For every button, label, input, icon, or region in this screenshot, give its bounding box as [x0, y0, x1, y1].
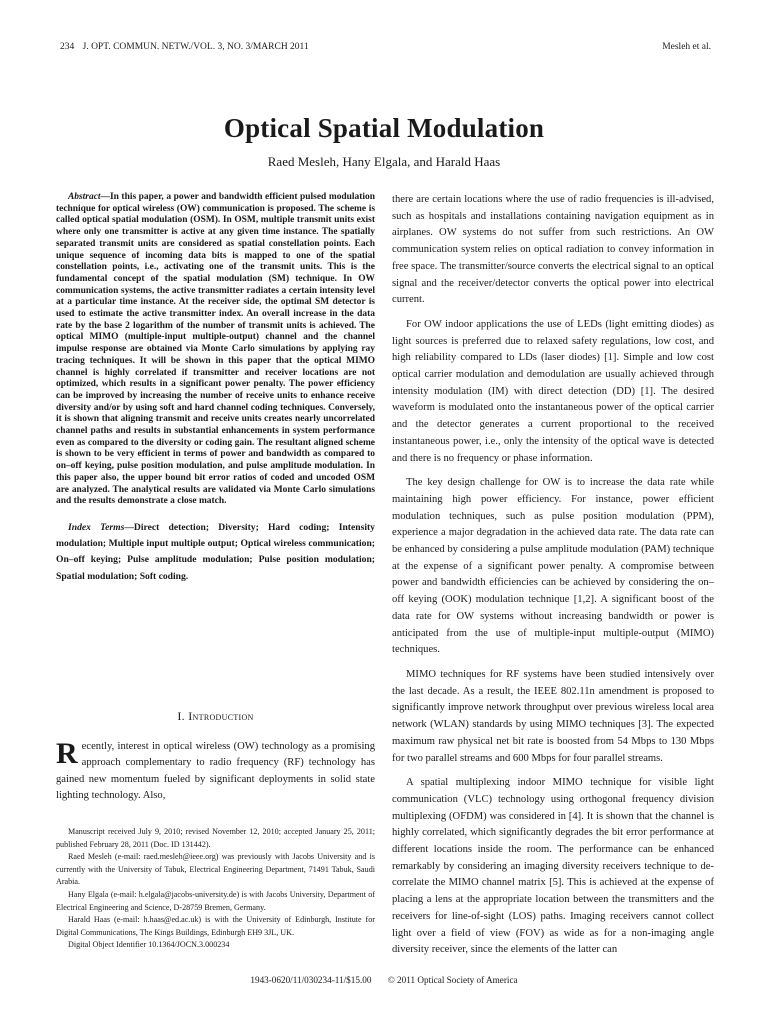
- header-authors: [662, 42, 711, 52]
- section-number: I.: [177, 709, 185, 723]
- running-header: [60, 42, 711, 56]
- footnotes: [56, 826, 375, 952]
- paragraph: there are certain locations where the use of radio frequencies is ill-advised, such as hospitals and installations containing navigation equipment as in airplanes. OW systems do not suffer from such restrictions. An OW communication system relies on optical radiation to convey information in free space. The transmitter/source converts the electrical signal to an optical signal and the receiver/detector converts the optical power into electrical current.: [392, 194, 714, 306]
- copyright: © 2011 Optical Society of America: [387, 975, 518, 985]
- abstract-label: Abstract: [68, 192, 101, 202]
- paper-authors: Raed Mesleh, Hany Elgala, and Harald Haas: [267, 154, 501, 169]
- page-number: 234: [60, 42, 75, 52]
- paragraph: For OW indoor applications the use of LEDs (light emitting diodes) as light sources is preferred due to relaxed safety regulations, low cost, and high reliability compared to LDs (laser diodes) [1]. Simple and low cost optical carrier modulation and demodulation are usually achieved through intensity modulation (IM) with direct detection (DD) [1]. The desired waveform is modulated onto the instantaneous power of the optical carrier and the detector generates a current proportional to the received instantaneous power, i.e., only the intensity of the optical wave is detected and there is no frequency or phase information.: [392, 318, 714, 464]
- header-left: [60, 42, 309, 52]
- abstract: [56, 192, 375, 508]
- index-terms-text: Direct detection; Diversity; Hard coding; Intensity modulation; Multiple input multiple output; Optical wireless communication; On–off keying; Pulse amplitude modulation; Pulse position modulation; Spatial modulation; Soft coding.: [56, 521, 375, 582]
- intro-paragraph: [56, 739, 375, 805]
- footnote-author-1: Raed Mesleh (e-mail: raed.meslеh@ieee.org) was previously with Jacobs University and is currently with the University of Tabuk, Electrical Engineering Department, 71491 Tabuk, Saudi Arabia.: [56, 852, 375, 887]
- paragraph: A spatial multiplexing indoor MIMO technique for visible light communication (VLC) technology using orthogonal frequency division multiplexing (OFDM) was considered in [4]. It is shown that the channel is highly correlated, which significantly degrades the bit error performance at different locations inside the room. The performance can be enhanced remarkably by considering an imaging diversity receivers technique to de-correlate the MIMO channel matrix [5]. This is achieved at the expense of placing a lens at the appropriate location between the transmitters and the receivers for line-of-sight (LOS) paths. Imaging receivers cannot collect light over a field of view (FOV) as wide as for a non-imaging angle diversity receiver, since the elements of the latter can: [392, 777, 714, 956]
- abstract-dash: —: [100, 192, 110, 202]
- index-terms-label: Index Terms: [68, 521, 125, 533]
- authors-short: Mesleh et al.: [662, 42, 711, 52]
- footnote-author-2: Hany Elgala (e-mail: h.elgala@jacobs-university.de) is with Jacobs University, Department of Electrical Engineering and Science, D-28759 Bremen, Germany.: [56, 889, 375, 912]
- paragraph: MIMO techniques for RF systems have been studied intensively over the last decade. As a result, the IEEE 802.11n amendment is proposed to significantly improve network throughput over previous wireless local area network (WLAN) standards by using MIMO techniques [3]. The expected maximum raw physical net bit rate is boosted from 54 Mbps to 130 Mbps for two parallel streams and 600 Mbps for four parallel streams.: [392, 668, 714, 764]
- issn-code: 1943-0620/11/030234-11/$15.00: [250, 975, 372, 985]
- footnote-author-3: Harald Haas (e-mail: h.haas@ed.ac.uk) is with the University of Edinburgh, Institute for Digital Communications, The Kings Buildings, Edinburgh EH9 3JL, UK.: [56, 915, 375, 937]
- footnote-manuscript: Manuscript received July 9, 2010; revised November 12, 2010; accepted January 25, 2011; published February 28, 2011 (Doc. ID 131442).: [56, 827, 375, 849]
- left-column: [56, 192, 375, 585]
- right-column: [392, 192, 714, 967]
- section-title: Introduction: [188, 709, 254, 723]
- journal-citation: J. OPT. COMMUN. NETW./VOL. 3, NO. 3/MARCH 2011: [82, 42, 309, 52]
- paragraph: The key design challenge for OW is to increase the data rate while maintaining high power efficiency. For instance, power efficient modulation techniques, such as pulse position modulation (PPM), experience a major degradation in the achieved data rate. The data rate can be enhanced by considering a pulse amplitude modulation (PAM) technique at the expense of a significant power penalty. A compromise between power and bandwidth efficiencies can be achieved by considering the on–off keying (OOK) modulation technique [1,2]. A significant boost of the data rate for OW systems without increasing bandwidth or power is anticipated from the use of multiple-input multiple-output (MIMO) techniques.: [392, 477, 714, 656]
- drop-cap: R: [56, 737, 78, 770]
- section-heading-introduction: [56, 709, 375, 724]
- page-footer: [0, 975, 768, 985]
- index-terms: [56, 520, 375, 585]
- index-terms-dash: —: [124, 521, 134, 533]
- intro-text: ecently, interest in optical wireless (OW) technology as a promising approach complementary to radio frequency (RF) technology has gained new momentum fueled by significant deployments in solid state lighting technology. Also,: [56, 741, 375, 802]
- footnote-doi: Digital Object Identifier 10.1364/JOCN.3.000234: [68, 940, 230, 950]
- abstract-text: In this paper, a power and bandwidth efficient pulsed modulation technique for optical wireless (OW) communication is proposed. The scheme is called optical spatial modulation (OSM). In OSM, multiple transmit units exist where only one transmitter is active at any given time instance. The spatially separated transmit units are considered as spatial constellation points. Each unique sequence of incoming data bits is mapped to one of the spatial constellation points, i.e., activating one of the transmit units. This is the fundamental concept of the spatial modulation (SM) technique. In OW communication systems, the active transmitter radiates a certain intensity level at a particular time instance. At the receiver side, the optimal SM detector is used to estimate the active transmitter index. An overall increase in the data rate by the base 2 logarithm of the number of transmit units is achieved. The optical MIMO (multiple-input multiple-output) channel and the channel impulse response are obtained via Monte Carlo simulations by applying ray tracing techniques. It will be shown in this paper that the optical MIMO channel is highly correlated if transmitter and receiver locations are not optimized, which results in a significant power penalty. The power efficiency can be improved by increasing the number of receive units to enhance receive diversity and/or by using soft and hard channel coding techniques. Conversely, it is shown that aligning transmit and receive units creates nearly uncorrelated channel paths and results in substantial enhancements in system performance even as compared to the diversity or coding gain. The resultant aligned scheme is shown to be very efficient in terms of power and bandwidth as compared to on–off keying, pulse position modulation, and pulse amplitude modulation. In this paper also, the upper bound bit error ratios of coded and uncoded OSM are analyzed. The analytical results are validated via Monte Carlo simulations and the results demonstrate a close match.: [56, 192, 375, 507]
- paper-title: Optical Spatial Modulation: [223, 113, 545, 143]
